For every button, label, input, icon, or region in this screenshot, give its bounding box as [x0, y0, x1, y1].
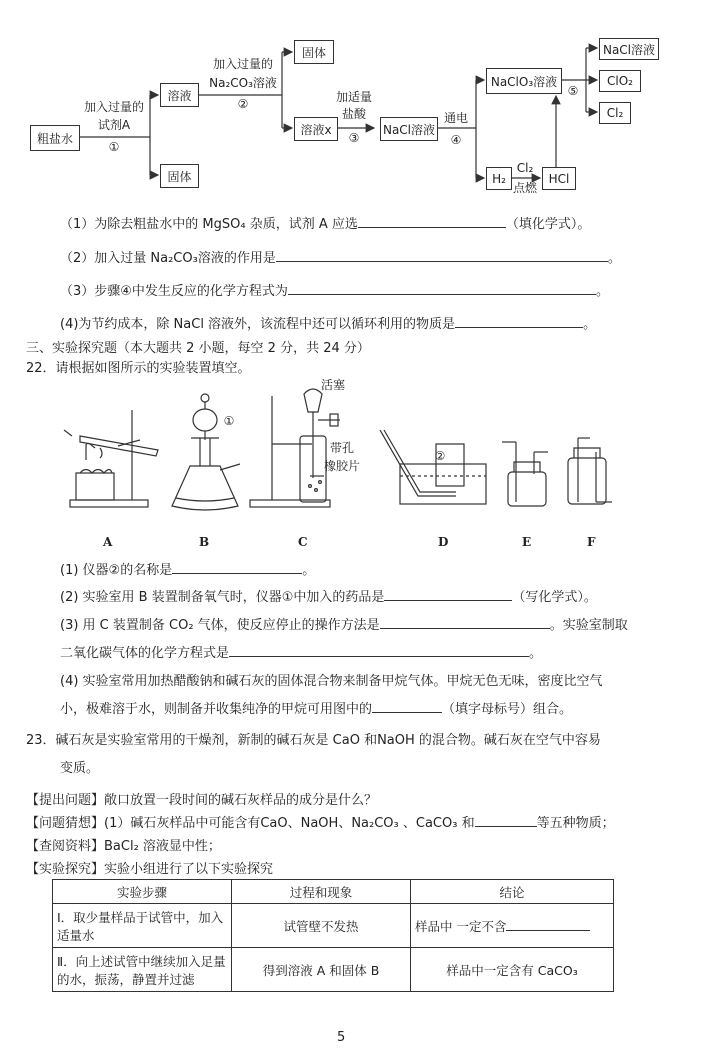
- table-cell-process: 试管壁不发热: [232, 904, 411, 948]
- q22-item4-suffix: （填字母标号）组合。: [442, 702, 573, 717]
- q22-item1: (1) 仪器②的名称是 。: [60, 559, 315, 578]
- q22-item2-blank[interactable]: [384, 587, 512, 601]
- q21-item1-text: （1）为除去粗盐水中的 MgSO₄ 杂质，试剂 A 应选: [60, 217, 358, 232]
- flow-step3-label-top: 加适量: [335, 90, 372, 104]
- q23-experiment-heading: 【实验探究】实验小组进行了以下实验探究: [26, 862, 274, 877]
- flow-out-clo2: ClO₂: [599, 70, 641, 92]
- table-cell-step: Ⅱ．向上述试管中继续加入足量的水，振荡，静置并过滤: [53, 948, 232, 992]
- q23-propose-question: 【提出问题】敞口放置一段时间的碱石灰样品的成分是什么？: [26, 793, 378, 808]
- flow-solid-upper: 固体: [294, 40, 334, 64]
- flow-cl2-reagent: Cl₂: [516, 161, 534, 175]
- q22-item2: [60, 586, 597, 605]
- q21-item3-period: 。: [595, 284, 609, 299]
- q22-item4-blank[interactable]: [372, 699, 442, 713]
- q21-item3-text: （3）步骤④中发生反应的化学方程式为: [60, 284, 288, 299]
- q22-item3-text-b: 二氧化碳气体的化学方程式是: [60, 646, 230, 661]
- label-instrument-2: ②: [434, 449, 446, 463]
- q21-item3-blank[interactable]: [288, 281, 596, 295]
- flow-step5-number: ⑤: [567, 84, 579, 98]
- q23-hypothesis-text: 【问题猜想】(1）碱石灰样品中可能含有CaO、NaOH、Na₂CO₃ 、CaCO₃ 和: [26, 816, 475, 831]
- q22-item3-text: (3) 用 C 装置制备 CO₂ 气体，使反应停止的操作方法是: [60, 618, 380, 633]
- label-valve: 活塞: [320, 378, 345, 392]
- q22-item3-blank-b[interactable]: [229, 643, 529, 657]
- caption-d: D: [438, 535, 449, 549]
- q23-hypothesis: [26, 812, 615, 831]
- q21-item1-blank[interactable]: [358, 214, 506, 228]
- q23-intro-2: 变质。: [60, 761, 100, 776]
- q21-item1: [60, 213, 590, 232]
- q22-item1-blank[interactable]: [172, 560, 302, 574]
- q21-item2-period: 。: [607, 251, 621, 266]
- q22-item3-blank-a[interactable]: [380, 615, 550, 629]
- q23-hypothesis-suffix: 等五种物质；: [536, 816, 615, 831]
- flow-out-cl2: Cl₂: [599, 102, 631, 124]
- q22-item4-cont: [60, 698, 572, 717]
- q23-hypothesis-blank[interactable]: [475, 813, 537, 827]
- flow-step1-label-mid: 试剂A: [97, 118, 131, 132]
- q21-item3: [60, 280, 609, 299]
- table-header-row: [53, 880, 614, 904]
- flow-step2-number: ②: [237, 97, 249, 111]
- flow-hcl: HCl: [542, 167, 576, 190]
- q22-item4: (4) 实验室常用加热醋酸钠和碱石灰的固体混合物来制备甲烷气体。甲烷无色无味，密度比空气: [60, 674, 603, 689]
- flow-naclo3-solution: NaClO₃溶液: [486, 68, 562, 94]
- page-number: 5: [337, 1030, 346, 1045]
- q23-experiment-table: [52, 879, 614, 992]
- flow-step3-label-mid: 盐酸: [341, 107, 366, 121]
- q21-item1-suffix: （填化学式）。: [505, 217, 591, 232]
- flow-h2: H₂: [486, 167, 512, 190]
- table-cell-step: Ⅰ．取少量样品于试管中，加入适量水: [53, 904, 232, 948]
- label-perforated-rubber-2: 橡胶片: [323, 459, 360, 473]
- table-row: [53, 948, 614, 992]
- flow-step1-number: ①: [108, 140, 120, 154]
- q23-reference: 【查阅资料】BaCl₂ 溶液显中性；: [26, 839, 221, 854]
- caption-c: C: [298, 535, 308, 549]
- flow-step2-label-mid: Na₂CO₃溶液: [209, 76, 277, 90]
- flow-step4-number: ④: [450, 133, 462, 147]
- q22-item2-text: (2) 实验室用 B 装置制备氧气时，仪器①中加入的药品是: [60, 590, 385, 605]
- q22-item3-cont: 二氧化碳气体的化学方程式是 。: [60, 642, 542, 661]
- flow-step1-label-top: 加入过量的: [83, 100, 144, 114]
- q22-item2-suffix: （写化学式）。: [512, 590, 597, 605]
- flow-raw-brine: 粗盐水: [30, 125, 80, 151]
- flow-step3-number: ③: [348, 131, 360, 145]
- apparatus-c-base: [250, 500, 330, 507]
- q21-item2: [60, 247, 621, 266]
- q22-item3-suffix: 。实验室制取: [549, 618, 628, 633]
- q22-item1-text: (1) 仪器②的名称是: [60, 563, 173, 578]
- q22-item3: [60, 614, 628, 633]
- apparatus-a-base: [70, 500, 148, 507]
- table-header-step: 实验步骤: [53, 880, 232, 904]
- q21-item4-text: (4)为节约成本，除 NaCl 溶液外，该流程中还可以循环利用的物质是: [60, 317, 456, 332]
- q21-item2-text: （2）加入过量 Na₂CO₃溶液的作用是: [60, 251, 276, 266]
- flow-nacl-solution: NaCl溶液: [380, 117, 438, 141]
- section-3-heading: 三、实验探究题（本大题共 2 小题，每空 2 分，共 24 分）: [26, 341, 370, 356]
- q21-item4-period: 。: [583, 317, 597, 332]
- table-row: [53, 904, 614, 948]
- q21-item4: [60, 313, 596, 332]
- flow-solid-lower: 固体: [160, 164, 199, 188]
- q22-item4-text-b: 小，极难溶于水，则制备并收集纯净的甲烷可用图中的: [60, 702, 373, 717]
- flow-step2-label-top: 加入过量的: [212, 57, 273, 71]
- flow-step4-label: 通电: [443, 111, 468, 125]
- label-instrument-1: ①: [223, 414, 235, 428]
- q23-intro-1: 23．碱石灰是实验室常用的干燥剂，新制的碱石灰是 CaO 和NaOH 的混合物。碱石灰在空气中容易: [26, 733, 601, 748]
- table-cell-conclusion: 样品中一定含有 CaCO₃: [411, 948, 614, 992]
- table-cell-conclusion-text: 样品中 一定不含: [415, 918, 507, 934]
- table-conclusion-blank[interactable]: [506, 917, 590, 931]
- label-perforated-rubber-1: 带孔: [329, 441, 354, 455]
- flow-solution: 溶液: [160, 83, 199, 107]
- caption-a: A: [103, 535, 113, 549]
- table-cell-process: 得到溶液 A 和固体 B: [232, 948, 411, 992]
- q21-item2-blank[interactable]: [276, 248, 608, 262]
- table-header-process: 过程和现象: [232, 880, 411, 904]
- flow-out-nacl: NaCl溶液: [599, 38, 659, 60]
- table-cell-conclusion: [411, 904, 614, 948]
- caption-f: F: [587, 535, 596, 549]
- caption-e: E: [522, 535, 532, 549]
- table-header-conclusion: 结论: [411, 880, 614, 904]
- q21-item4-blank[interactable]: [455, 314, 583, 328]
- flow-solution-x: 溶液x: [294, 117, 338, 141]
- q22-title: 22．请根据如图所示的实验装置填空。: [26, 361, 251, 376]
- caption-b: B: [199, 535, 210, 549]
- flow-ignite-label: 点燃: [512, 181, 537, 195]
